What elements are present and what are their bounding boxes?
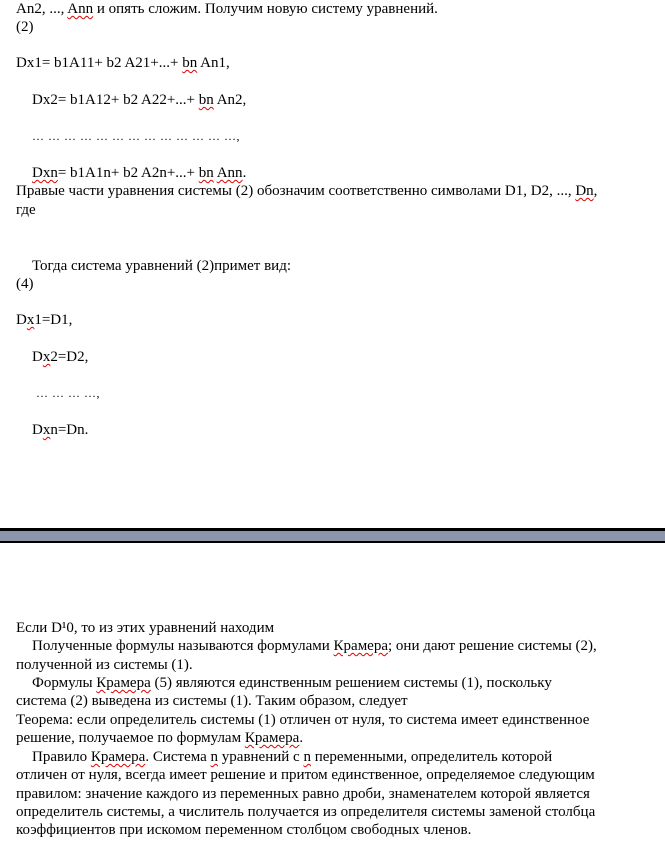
- ellipsis-line: … … … …,: [36, 386, 100, 400]
- text: Dx2= b1A12+ b2 A22+...+: [32, 92, 199, 108]
- text: D: [32, 349, 43, 365]
- text-line: [32, 637, 597, 655]
- text: n=Dn.: [50, 422, 89, 438]
- spellcheck-word[interactable]: bn: [198, 165, 214, 181]
- separator-edge: [0, 541, 665, 543]
- text-line: правилом: значение каждого из переменных равно дроби, знаменателем которой является: [16, 786, 590, 802]
- text: ,: [593, 183, 598, 199]
- text: Dx1= b1A11+ b2 A21+...+: [16, 55, 183, 71]
- text: 1=D1,: [34, 312, 73, 328]
- text: и опять сложим. Получим новую систему уравнений.: [93, 1, 438, 17]
- text: An2, ...,: [16, 1, 68, 17]
- text: ; они дают решение системы (2),: [388, 638, 597, 654]
- text: . Система: [145, 749, 211, 765]
- spellcheck-word[interactable]: Крамера: [96, 675, 151, 691]
- equation-line: [32, 164, 246, 182]
- text-line: полученной из системы (1).: [16, 657, 193, 673]
- spellcheck-word[interactable]: x: [42, 349, 51, 365]
- spellcheck-word[interactable]: Ann: [67, 1, 94, 17]
- text: Правило: [32, 749, 91, 765]
- text: .: [242, 165, 247, 181]
- spellcheck-word[interactable]: Dxn: [32, 165, 58, 181]
- spellcheck-word[interactable]: Dn: [575, 183, 594, 199]
- text-line: коэффициентов при искомом переменном столбцом свободных членов.: [16, 822, 472, 838]
- spellcheck-word[interactable]: n: [210, 749, 219, 765]
- ellipsis-line: … … … … … … … … … … … … …,: [32, 129, 240, 143]
- text-line: [16, 0, 438, 18]
- equation-line: [32, 348, 88, 366]
- spellcheck-word[interactable]: n: [303, 749, 311, 765]
- spellcheck-word[interactable]: Крамера: [244, 730, 300, 746]
- text-line: [16, 182, 597, 200]
- text-line: Тогда система уравнений (2)примет вид:: [32, 258, 291, 274]
- text: переменными, определитель которой: [310, 749, 553, 765]
- text: Полученные формулы называются формулами: [32, 638, 334, 654]
- text-line: система (2) выведена из системы (1). Таким образом, следует: [16, 693, 408, 709]
- equation-number: (4): [16, 276, 34, 292]
- text-line: Теорема: если определитель системы (1) отличен от нуля, то система имеет единственное: [16, 712, 590, 728]
- text-line: [32, 748, 552, 766]
- spellcheck-word[interactable]: x: [26, 312, 35, 328]
- spellcheck-word[interactable]: bn: [182, 55, 198, 71]
- spellcheck-word[interactable]: Крамера: [333, 638, 389, 654]
- equation-line: [32, 421, 88, 439]
- text: Правые части уравнения системы (2) обозначим соответственно символами D1, D2, ...,: [16, 183, 576, 199]
- spellcheck-word[interactable]: Ann: [216, 165, 243, 181]
- text: An1,: [197, 55, 230, 71]
- text: 2=D2,: [50, 349, 89, 365]
- spellcheck-word[interactable]: bn: [198, 92, 214, 108]
- text: An2,: [213, 92, 247, 108]
- text: Формулы: [32, 675, 97, 691]
- text: уравнений с: [218, 749, 304, 765]
- text: (5) являются единственным решением системы (1), поскольку: [150, 675, 552, 691]
- spellcheck-word[interactable]: x: [42, 422, 51, 438]
- text-line: [32, 674, 552, 692]
- separator-band: [0, 531, 665, 541]
- text-line: Если D¹0, то из этих уравнений находим: [16, 620, 275, 636]
- equation-number: (2): [16, 19, 34, 35]
- text: D: [32, 422, 43, 438]
- text-line: отличен от нуля, всегда имеет решение и притом единственное, определяемое следующим: [16, 767, 595, 783]
- text: D: [16, 312, 27, 328]
- spellcheck-word[interactable]: Крамера: [90, 749, 146, 765]
- text: .: [299, 730, 304, 746]
- equation-line: [16, 54, 230, 72]
- equation-line: [32, 91, 246, 109]
- text-line: [16, 729, 303, 747]
- text: решение, получаемое по формулам: [16, 730, 245, 746]
- text-line: где: [16, 202, 36, 218]
- text: = b1A1n+ b2 A2n+...+: [57, 165, 199, 181]
- text-line: определитель системы, а числитель получается из определителя системы заменой столбца: [16, 804, 596, 820]
- equation-line: [16, 311, 72, 329]
